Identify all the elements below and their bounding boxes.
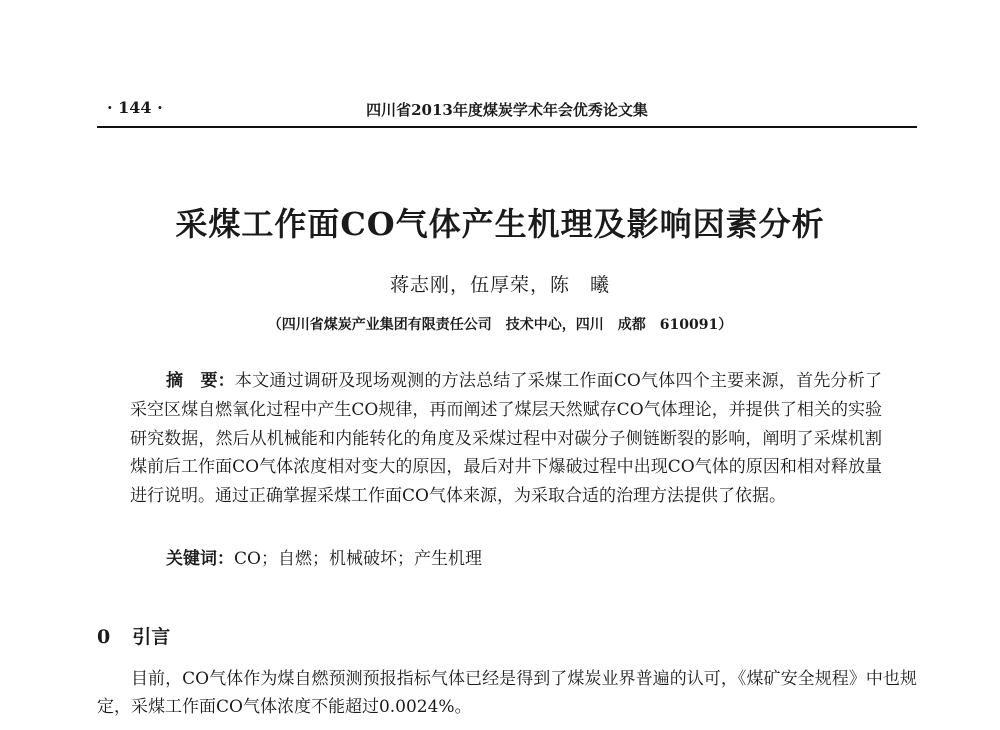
section-title: 引言 <box>132 626 171 648</box>
authors: 蒋志刚，伍厚荣，陈 曦 <box>389 274 610 296</box>
keywords <box>166 544 482 569</box>
header-rule <box>97 126 917 128</box>
page-number: · 144 · <box>107 98 163 117</box>
journal-title: 四川省2013年度煤炭学术年会优秀论文集 <box>366 101 648 119</box>
abstract <box>130 367 882 511</box>
running-header <box>97 96 917 126</box>
abstract-text: 本文通过调研及现场观测的方法总结了采煤工作面CO气体四个主要来源，首先分析了采空区煤自燃氧化过程中产生CO规律，再而阐述了煤层天然赋存CO气体理论，并提供了相关的实验研究数据，然后从机械能和内能转化的角度及采煤过程中对碳分子侧链断裂的影响，阐明了采煤机割煤前后工作面CO气体浓度相对变大的原因，最后对井下爆破过程中出现CO气体的原因和相对释放量进行说明。通过正确掌握采煤工作面CO气体来源，为采取合适的治理方法提供了依据。 <box>130 371 882 507</box>
affiliation: （四川省煤炭产业集团有限责任公司 技术中心，四川 成都 610091） <box>267 317 733 333</box>
section-number: 0 <box>97 626 111 648</box>
body-paragraph: 目前，CO气体作为煤自燃预测预报指标气体已经是得到了煤炭业界普遍的认可，《煤矿安全规程》中也规定，采煤工作面CO气体浓度不能超过0.0024%。 <box>97 669 917 717</box>
abstract-label: 摘 要： <box>166 371 235 391</box>
keywords-label: 关键词： <box>166 549 234 569</box>
keywords-text: CO；自燃；机械破坏；产生机理 <box>234 549 482 569</box>
section-heading <box>97 622 170 649</box>
paper-title: 采煤工作面CO气体产生机理及影响因素分析 <box>175 205 825 243</box>
